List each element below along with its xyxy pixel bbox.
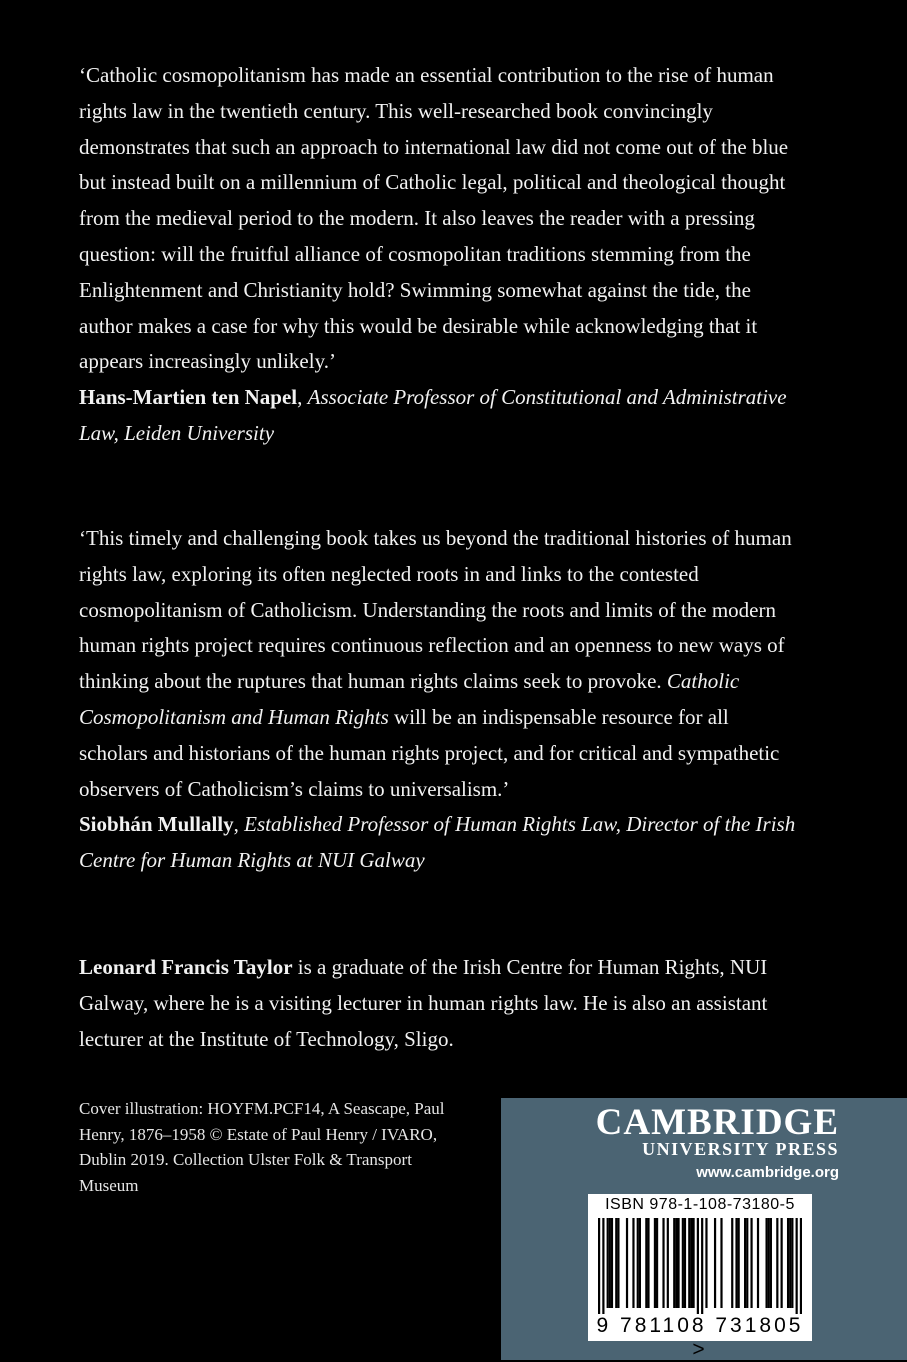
- barcode-bar: [688, 1218, 690, 1308]
- publisher-website: www.cambridge.org: [696, 1164, 839, 1181]
- barcode-bar: [656, 1218, 658, 1308]
- barcode-bar: [632, 1218, 634, 1308]
- barcode-bar: [714, 1218, 716, 1308]
- barcode-bar: [738, 1218, 740, 1308]
- barcode-bar: [705, 1218, 707, 1308]
- barcode-bar: [626, 1218, 628, 1308]
- barcode-bar: [607, 1218, 609, 1308]
- barcode-bar: [654, 1218, 656, 1308]
- barcode-bar: [639, 1218, 641, 1308]
- barcode-bar: [787, 1218, 789, 1308]
- barcode-bar: [673, 1218, 675, 1308]
- barcode-bar: [789, 1218, 791, 1308]
- author-name: Leonard Francis Taylor: [79, 955, 293, 979]
- isbn-label: ISBN 978-1-108-73180-5: [605, 1196, 795, 1213]
- barcode-bar: [697, 1218, 699, 1314]
- barcode-bar: [602, 1218, 604, 1314]
- barcode-bar: [701, 1218, 703, 1314]
- barcode-bar: [750, 1218, 752, 1308]
- barcode-bar: [690, 1218, 692, 1308]
- barcode-bar: [768, 1218, 770, 1308]
- barcode-bar: [746, 1218, 748, 1308]
- barcode-bar: [735, 1218, 737, 1308]
- barcode-bar: [781, 1218, 783, 1308]
- author-bio-text: is a graduate of the Irish Centre for Human Rights, NUI Galway, where he is a visiting lecturer in human rights law. He is also an assistant lecturer at the Institute of Technology, Sligo.: [79, 955, 768, 1051]
- reviewer-title: Associate Professor of Constitutional and Administrative Law, Leiden University: [79, 385, 787, 445]
- author-bio: [79, 950, 799, 1057]
- barcode-bar: [667, 1218, 669, 1308]
- barcode-bar: [800, 1218, 802, 1314]
- barcode-bar: [615, 1218, 617, 1308]
- barcode-bar: [731, 1218, 733, 1308]
- quote-text-before: ‘This timely and challenging book takes us beyond the traditional histories of human rights law, exploring its often neglected roots in and links to the contested cosmopolitanism of Catholicism. Understanding the roots and limits of the modern human rights project requires continuous reflection and an openness to new ways of thinking about the ruptures that human rights claims seek to provoke.: [79, 526, 792, 694]
- barcode-bar: [675, 1218, 677, 1308]
- reviewer-title: Established Professor of Human Rights Law, Director of the Irish Centre for Human Rights at NUI Galway: [79, 812, 796, 873]
- barcode-bar: [757, 1218, 759, 1308]
- quote-text-after: will be an indispensable resource for all scholars and historians of the human rights project, and for critical and sympathetic observers of Catholicism’s claims to universalism.’: [79, 704, 780, 801]
- barcode-bar: [609, 1218, 611, 1308]
- barcode-bar: [744, 1218, 746, 1308]
- reviewer-name: Hans-Martien ten Napel: [79, 385, 298, 410]
- barcode-bar: [796, 1218, 798, 1314]
- review-quote-2: [79, 521, 799, 879]
- review-quote-1: [79, 58, 799, 452]
- barcode-bar: [598, 1218, 600, 1314]
- quote-text: [79, 521, 799, 807]
- quoted-book-title: Catholic Cosmopolitanism and Human Rights: [79, 669, 740, 729]
- barcode-bar: [692, 1218, 694, 1308]
- barcode-bar: [765, 1218, 767, 1308]
- quote-attribution: Hans-Martien ten Napel, Associate Professor of Constitutional and Administrative Law, Leiden University: [79, 385, 787, 445]
- isbn-barcode: [588, 1194, 812, 1361]
- quote-attribution: Siobhán Mullally, Established Professor of Human Rights Law, Director of the Irish Centre for Human Rights at NUI Galway: [79, 812, 796, 873]
- barcode-bar: [637, 1218, 639, 1308]
- publisher-logo-subname: UNIVERSITY PRESS: [642, 1139, 839, 1159]
- barcode-bars: [598, 1218, 802, 1314]
- barcode-bar: [720, 1218, 722, 1308]
- barcode-bar: [662, 1218, 664, 1308]
- barcode-bar: [645, 1218, 647, 1308]
- barcode-bar: [682, 1218, 684, 1308]
- reviewer-name: Siobhán Mullally: [79, 812, 234, 837]
- cover-illustration-credit: Cover illustration: HOYFM.PCF14, A Seascape, Paul Henry, 1876–1958 © Estate of Paul Henry / IVARO, Dublin 2019. Collection Ulster Folk & Transport Museum: [79, 1099, 445, 1195]
- barcode-bar: [677, 1218, 679, 1308]
- barcode-bar: [791, 1218, 793, 1308]
- barcode-bar: [776, 1218, 778, 1308]
- publisher-logo-name: CAMBRIDGE: [595, 1102, 839, 1143]
- barcode-bar: [770, 1218, 772, 1308]
- barcode-bar: [617, 1218, 619, 1308]
- barcode-digits: 9 781108 731805 >: [596, 1314, 804, 1361]
- barcode-bar: [684, 1218, 686, 1308]
- barcode-bar: [647, 1218, 649, 1308]
- quote-text: ‘Catholic cosmopolitanism has made an essential contribution to the rise of human rights law in the twentieth century. This well-researched book convincingly demonstrates that such an approach to international law did not come out of the blue but instead built on a millennium of Catholic legal, political and theological thought from the medieval period to the modern. It also leaves the reader with a pressing question: will the fruitful alliance of cosmopolitan traditions stemming from the Enlightenment and Christianity hold? Swimming somewhat against the tide, the author makes a case for why this would be desirable while acknowledging that it appears increasingly unlikely.’: [79, 63, 789, 374]
- publisher-panel: [501, 1098, 907, 1360]
- barcode-bar: [611, 1218, 613, 1308]
